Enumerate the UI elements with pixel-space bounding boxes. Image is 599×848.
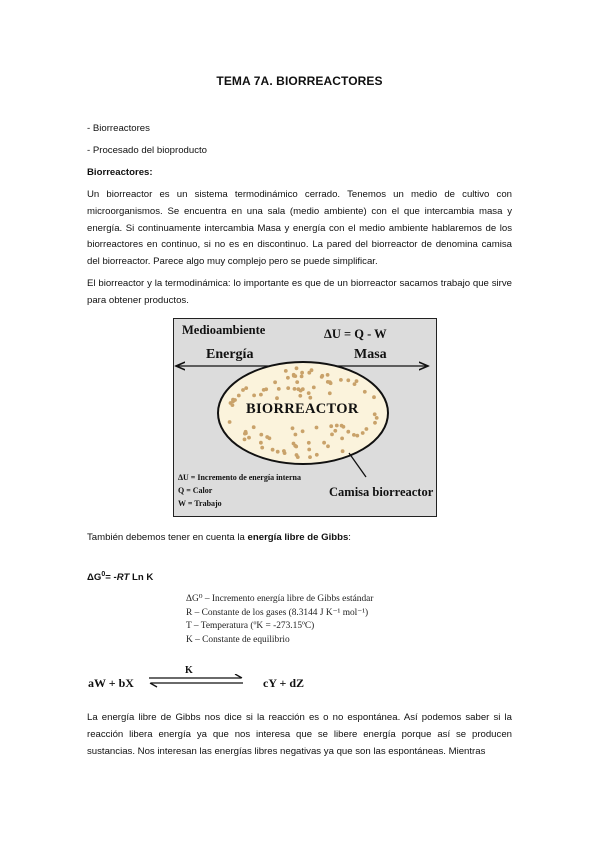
particle-dot <box>277 387 281 391</box>
particle-dot <box>339 378 343 382</box>
particle-dot <box>307 391 311 395</box>
particle-dot <box>252 394 256 398</box>
particle-dot <box>295 380 299 384</box>
particle-dot <box>308 455 312 459</box>
particle-dot <box>326 373 330 377</box>
definition-item: ΔG⁰ – Incremento energía libre de Gibbs estándar <box>186 594 374 604</box>
particle-dot <box>293 444 297 448</box>
particle-dot <box>260 446 264 450</box>
gibbs-eq-rt: -RT <box>113 572 130 583</box>
environment-label: Medioambiente <box>182 323 266 337</box>
energy-label: Energía <box>206 347 254 362</box>
particle-dot <box>346 378 350 382</box>
particle-dot <box>247 436 251 440</box>
particle-dot <box>307 441 311 445</box>
camisa-pointer <box>349 453 366 477</box>
products: cY + dZ <box>263 676 305 690</box>
energy-balance-equation: ΔU = Q - W <box>324 327 387 341</box>
equilibrium-reaction <box>87 662 327 692</box>
particle-dot <box>244 386 248 390</box>
particle-dot <box>262 388 266 392</box>
definition-item: R – Constante de los gases (8.3144 J K⁻¹ mol⁻¹) <box>186 607 369 618</box>
particle-dot <box>320 375 324 379</box>
particle-dot <box>328 391 332 395</box>
particle-dot <box>286 386 290 390</box>
particle-dot <box>373 412 377 416</box>
definition-item: K – Constante de equilibrio <box>186 634 290 645</box>
particle-dot <box>292 374 296 378</box>
particle-dot <box>286 376 290 380</box>
particle-dot <box>372 395 376 399</box>
particle-dot <box>312 386 316 390</box>
particle-dot <box>365 427 369 431</box>
particle-dot <box>329 424 333 428</box>
gibbs-eq-equals: = <box>105 572 114 583</box>
particle-dot <box>282 449 286 453</box>
gibbs-intro-bold: energía libre de Gibbs <box>247 532 349 543</box>
particle-dot <box>301 429 305 433</box>
particle-dot <box>299 389 303 393</box>
particle-dot <box>300 375 304 379</box>
paragraph-gibbs-intro <box>87 530 512 547</box>
bioreactor-diagram <box>173 318 437 517</box>
particle-dot <box>352 433 356 437</box>
particle-dot <box>294 433 298 437</box>
particle-dot <box>291 426 295 430</box>
particle-dot <box>265 435 269 439</box>
particle-dot <box>307 371 311 375</box>
page-title: TEMA 7A. BIORREACTORES <box>216 74 383 88</box>
gibbs-definitions <box>186 593 373 647</box>
section-heading: Biorreactores: <box>87 167 153 178</box>
paragraph-gibbs-spontaneity: La energía libre de Gibbs nos dice si la reacción es o no espontánea. Así podemos saber si la reacción libera energía ya que nos interesa que se libere energía porque así se producen sustancias. Nos interesan las energías libres negativas ya que son las espontáneas. Mientras <box>87 712 512 757</box>
gibbs-intro-suffix: : <box>348 532 351 543</box>
particle-dot <box>241 388 245 392</box>
gibbs-intro-text: También debemos tener en cuenta la <box>87 532 248 543</box>
particle-dot <box>308 396 312 400</box>
particle-dot <box>363 390 367 394</box>
particle-dot <box>252 425 256 429</box>
legend-item: W = Trabajo <box>178 499 222 508</box>
reactants: aW + bX <box>88 676 134 690</box>
particle-dot <box>293 387 297 391</box>
paragraph-thermodynamics: El biorreactor y la termodinámica: lo importante es que de un biorreactor sacamos trabajo que sirve para obtener productos. <box>87 278 512 306</box>
particle-dot <box>307 448 311 452</box>
particle-dot <box>259 441 263 445</box>
particle-dot <box>361 431 365 435</box>
particle-dot <box>295 366 299 370</box>
list-item: - Procesado del bioproducto <box>87 145 207 156</box>
particle-dot <box>284 369 288 373</box>
particle-dot <box>329 381 333 385</box>
particle-dot <box>315 426 319 430</box>
particle-dot <box>315 453 319 457</box>
equilibrium-arrows-icon <box>147 674 245 688</box>
definition-item: T – Temperatura (ºK = -273.15ºC) <box>186 621 315 632</box>
particle-dot <box>296 455 300 459</box>
jacket-label: Camisa biorreactor <box>329 485 434 499</box>
particle-dot <box>375 416 379 420</box>
legend-item: ΔU = Incremento de energía interna <box>178 473 301 482</box>
particle-dot <box>275 396 279 400</box>
particle-dot <box>259 393 263 397</box>
particle-dot <box>373 421 377 425</box>
particle-dot <box>229 401 233 405</box>
particle-dot <box>271 448 275 452</box>
particle-dot <box>326 444 330 448</box>
gibbs-eq-left: ΔG <box>87 572 102 583</box>
particle-dot <box>340 437 344 441</box>
particle-dot <box>243 438 247 442</box>
particle-dot <box>353 382 357 386</box>
particle-dot <box>341 449 345 453</box>
particle-dot <box>330 433 334 437</box>
particle-dot <box>237 394 241 398</box>
gibbs-equation <box>87 571 153 583</box>
particle-dot <box>259 433 263 437</box>
particle-dot <box>273 380 277 384</box>
gibbs-eq-superscript: 0 <box>101 571 106 578</box>
particle-dot <box>335 424 339 428</box>
particle-dot <box>276 450 280 454</box>
paragraph-bioreactor-definition: Un biorreactor es un sistema termodinámico cerrado. Tenemos un medio de cultivo con microorganismos. Se encuentra en una sala (medio ambiente) con el que intercambia masa y energía. Si continuamente intercambia Masa y energía con el medio ambiente hablaremos de los biorreactores en continuo, si no es en discontinuo. La pared del biorreactor de denomina camisa del biorreactor. Parece algo muy complejo pero se puede simplificar. <box>87 189 512 268</box>
particle-dot <box>333 429 337 433</box>
particle-dot <box>322 441 326 445</box>
particle-dot <box>244 430 248 434</box>
particle-dot <box>298 394 302 398</box>
gibbs-eq-rest: Ln K <box>129 572 154 583</box>
particle-dot <box>300 371 304 375</box>
legend-item: Q = Calor <box>178 486 213 495</box>
mass-label: Masa <box>354 347 387 362</box>
particle-dot <box>346 430 350 434</box>
equilibrium-constant-label: K <box>185 665 193 676</box>
particle-dot <box>228 420 232 424</box>
particle-dot <box>231 398 235 402</box>
particle-dot <box>355 434 359 438</box>
list-item: - Biorreactores <box>87 123 150 134</box>
bioreactor-label: BIORREACTOR <box>246 401 359 417</box>
particle-dot <box>340 424 344 428</box>
